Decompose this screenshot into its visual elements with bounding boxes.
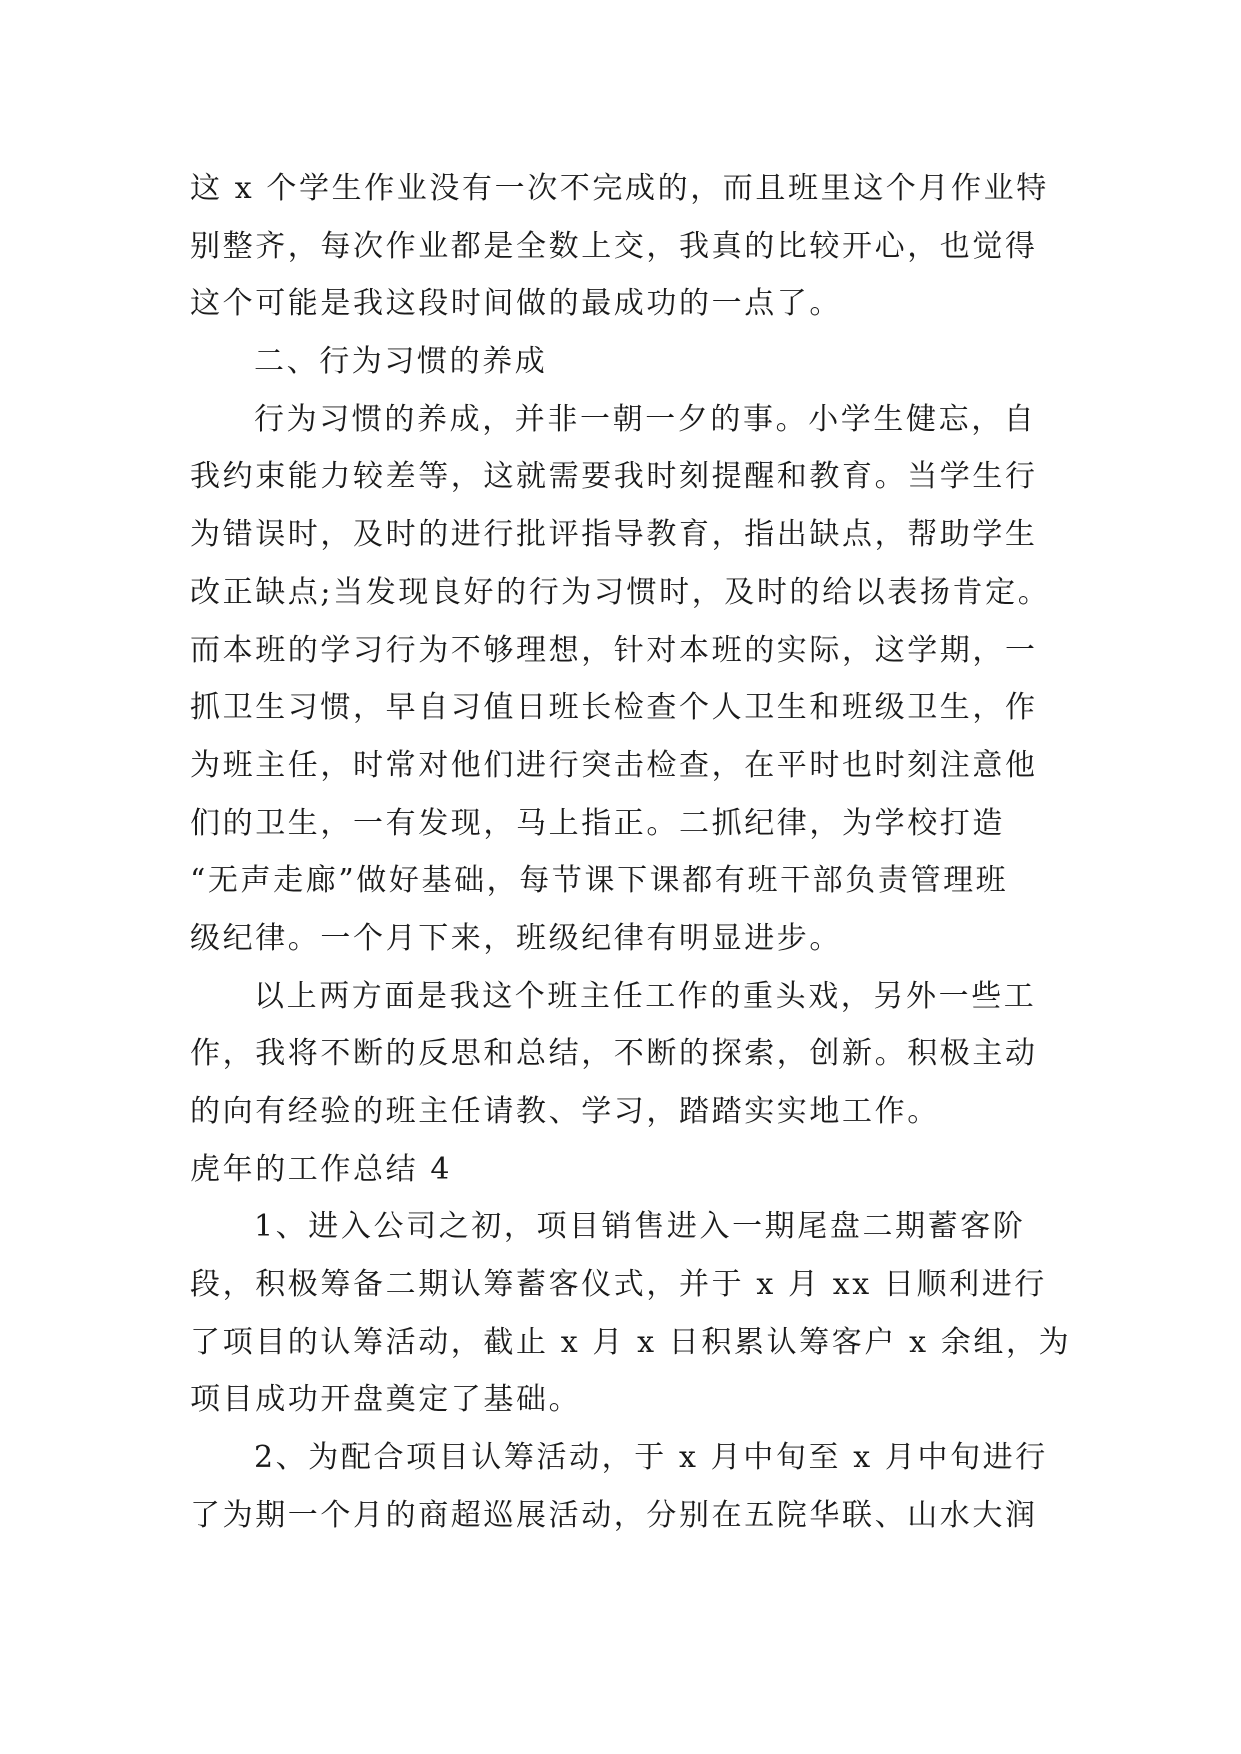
text-line: 了项目的认筹活动，截止 x 月 x 日积累认筹客户 x 余组，为 xyxy=(190,1324,1072,1360)
text-line: 别整齐，每次作业都是全数上交，我真的比较开心，也觉得 xyxy=(190,228,1038,264)
text-line: 为错误时，及时的进行批评指导教育，指出缺点，帮助学生 xyxy=(190,517,1038,553)
section-heading: 二、行为习惯的养成 xyxy=(254,344,548,380)
text-line: 为班主任，时常对他们进行突击检查，在平时也时刻注意他 xyxy=(190,747,1038,783)
document-title: 虎年的工作总结 4 xyxy=(190,1151,453,1187)
text-line: 作，我将不断的反思和总结，不断的探索，创新。积极主动 xyxy=(190,1036,1038,1072)
text-line: 1、进入公司之初，项目销售进入一期尾盘二期蓄客阶 xyxy=(254,1209,1026,1245)
text-line: 我约束能力较差等，这就需要我时刻提醒和教育。当学生行 xyxy=(190,459,1038,495)
text-line: 了为期一个月的商超巡展活动，分别在五院华联、山水大润 xyxy=(190,1497,1038,1533)
text-line: 的向有经验的班主任请教、学习，踏踏实实地工作。 xyxy=(190,1094,940,1129)
text-line: “无声走廊”做好基础，每节课下课都有班干部负责管理班 xyxy=(190,863,1009,899)
text-line: 们的卫生，一有发现，马上指正。二抓纪律，为学校打造 xyxy=(190,805,1005,841)
text-line: 这个可能是我这段时间做的最成功的一点了。 xyxy=(190,286,842,322)
document-page xyxy=(190,160,1070,1545)
text-line: 改正缺点;当发现良好的行为习惯时，及时的给以表扬肯定。 xyxy=(190,574,1051,610)
text-line: 段，积极筹备二期认筹蓄客仪式，并于 x 月 xx 日顺利进行 xyxy=(190,1267,1047,1303)
text-line: 以上两方面是我这个班主任工作的重头戏，另外一些工 xyxy=(254,978,1037,1014)
text-line: 行为习惯的养成，并非一朝一夕的事。小学生健忘，自 xyxy=(254,401,1037,437)
text-line: 项目成功开盘奠定了基础。 xyxy=(190,1382,582,1418)
text-line: 抓卫生习惯，早自习值日班长检查个人卫生和班级卫生，作 xyxy=(190,690,1038,726)
text-line: 而本班的学习行为不够理想，针对本班的实际，这学期，一 xyxy=(190,632,1038,668)
text-line: 这 x 个学生作业没有一次不完成的，而且班里这个月作业特 xyxy=(190,171,1049,206)
text-line: 2、为配合项目认筹活动，于 x 月中旬至 x 月中旬进行 xyxy=(254,1440,1048,1476)
text-line: 级纪律。一个月下来，班级纪律有明显进步。 xyxy=(190,920,842,956)
